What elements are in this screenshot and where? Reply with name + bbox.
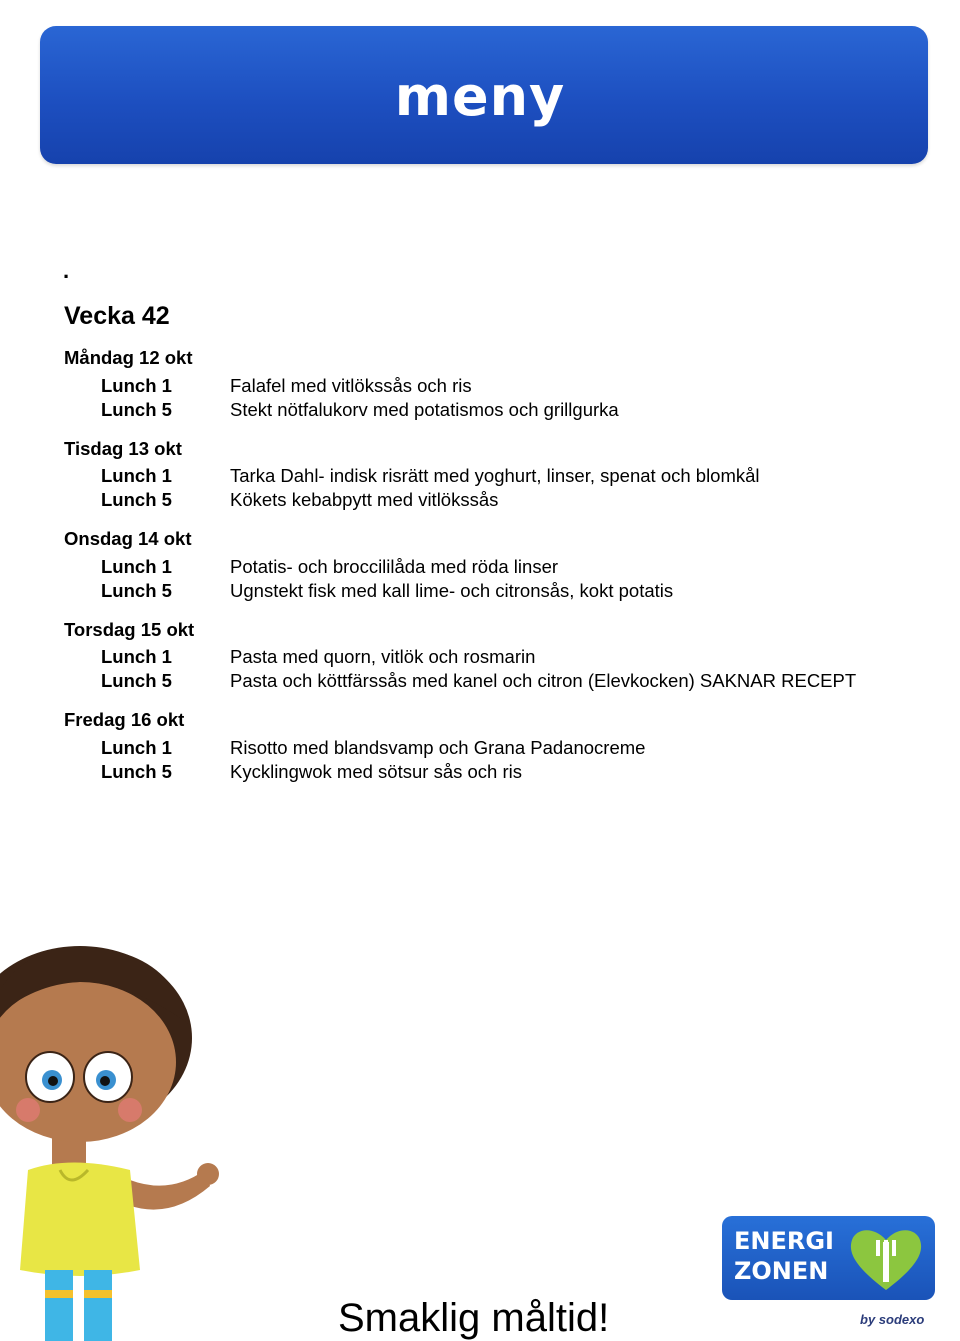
lunch-label: Lunch 1 [101,465,172,486]
lunch-label: Lunch 5 [101,761,172,782]
dish-text: Kökets kebabpytt med vitlökssås [230,489,499,510]
fork-heart-icon [846,1226,926,1292]
lunch-label: Lunch 1 [101,375,172,396]
dish-text: Falafel med vitlökssås och ris [230,375,472,396]
bullet-dot: . [63,258,70,283]
dish-text: Ugnstekt fisk med kall lime- och citronsås, kokt potatis [230,580,674,601]
lunch-label: Lunch 5 [101,670,172,691]
dish-text: Kycklingwok med sötsur sås och ris [230,761,522,782]
dish-text: Pasta med quorn, vitlök och rosmarin [230,646,536,667]
lunch-label: Lunch 1 [101,737,172,758]
energizonen-logo [722,1216,935,1300]
lunch-label: Lunch 5 [101,580,172,601]
lunch-label: Lunch 1 [101,646,172,667]
closing-message: Smaklig måltid! [338,1296,610,1340]
by-sodexo-label: by sodexo [860,1312,925,1327]
logo-line-1: ENERGI [734,1227,834,1255]
day-heading: Torsdag 15 okt [64,619,195,640]
dish-text: Tarka Dahl- indisk risrätt med yoghurt, linser, spenat och blomkål [230,465,760,486]
dish-text: Pasta och köttfärssås med kanel och citron (Elevkocken) SAKNAR RECEPT [230,670,857,691]
child-mascot-illustration [0,930,230,1341]
lunch-label: Lunch 5 [101,489,172,510]
week-title: Vecka 42 [64,302,170,330]
dish-text: Stekt nötfalukorv med potatismos och grillgurka [230,399,619,420]
day-heading: Tisdag 13 okt [64,438,182,459]
dish-text: Risotto med blandsvamp och Grana Padanocreme [230,737,646,758]
menu-banner-title: meny [394,65,566,128]
logo-line-2: ZONEN [734,1257,829,1285]
lunch-label: Lunch 5 [101,399,172,420]
day-heading: Måndag 12 okt [64,347,193,368]
lunch-label: Lunch 1 [101,556,172,577]
dish-text: Potatis- och broccililåda med röda linser [230,556,559,577]
day-heading: Onsdag 14 okt [64,528,192,549]
day-heading: Fredag 16 okt [64,709,185,730]
